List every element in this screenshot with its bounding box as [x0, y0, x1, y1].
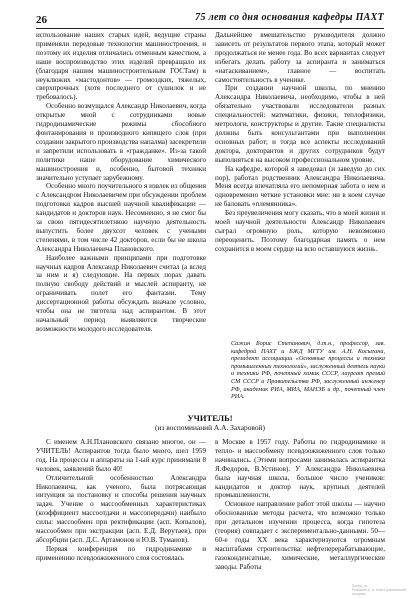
paragraph: Особенно возмущался Александр Николаевич, когда открытые мной с сотрудниками новые гидродинамические режимы сбособного фонтанирования и производного кипящего слоя (при создании закрытого производства напалма) засекретили и запретили использовать в «гражданке». Из-за такой политики наше оборудование химического машиностроения и, особенно, бытовой техники значительно уступает зарубежному. [36, 102, 206, 182]
paragraph: На кафедре, которой я заведовал (и заведую до сих пор), работал родственник Александра Николаевича. Меня всегда впечатляла его непомерная забота о нем и одновременно четкие установки мне: ни в коем случае не баловать «племянника». [215, 164, 385, 209]
paragraph: При создании научной школы, по мнению Александра Николаевича, необходимо, чтобы в ней обязательно участвовали исследователи разных специальностей: математики, физики, теплофизики, метрологи, конструкторы и другие. Такие специалисты должны быть консультантами при выполнении основных работ; и тогда все аспекты исследований доктора, докторантов и других сотрудников будут выполняться на высоком профессиональном уровне. [215, 84, 385, 164]
paragraph: Первая конференция по гидродинамике и применению псевдоожиженного слоя состоялась [36, 544, 206, 562]
paragraph: Особенно много поучительного я извлек из общения с Александром Николаевичем при обсуждении проблем подготовки кадров высшей научной квалификации — кандидатов и докторов наук. Несомненно, я не смог бы за свою пятидесятилетнюю научную деятельность выпустить более двухсот человек с учеными степенями, в том числе 42 докторов, если бы не школа Александра Николаевича Плановского. [36, 182, 206, 253]
author-byline: Сажин Борис Степанович, д.т.н., профессор, зав. кафедрой ПАХТ и БЖД МГТУ им. А.Н. Косыгина, президент ассоциации «Основные процессы и техника промышленных технологий», заслуженный деятель науки и техники РФ, почетный химик СССР, лауреат премий СМ СССР и Правительства РФ, заслуженный инженер РФ, академик РИА, МИА, МАНЭБ и др., почетный член РИА. [231, 340, 385, 401]
paragraph: Без преувеличения могу сказать, что в моей жизни и моей научной деятельности Александр Николаевич сыграл огромную роль, которую невозможно переоценить. Поэтому благодарная память о нем сохранится в моем сердце на всю оставшуюся жизнь. [215, 209, 385, 253]
bottom-left-column [36, 438, 206, 563]
paragraph: Отличительной особенностью Александра Николаевича, как ученого, была потрясающая интуиция за постановку и способы решения научных задач. Учение о массообменных характеристиках (коэффициент массоотдачи и массопередачи) наибыло силы: массообмен при ректификации (асп. Копылов), массообмен при экстракции (асп. Е.Д. Верутаев), при абсорбции (асп. Д.С. Артамонов и Ю.В. Туманов). [36, 473, 206, 544]
page-number: 26 [36, 14, 47, 26]
running-title: 75 лет со дня основания кафедры ПАХТ [195, 12, 384, 23]
stamp-line: Рыбаков А. Б. Книга уникальной истории [352, 588, 406, 597]
bottom-right-column [215, 438, 385, 572]
paragraph: использование наших старых идей, ведущие страны применяли передовые технологии машиностроения, и поэтому их изделия отличались отменным качеством, а наше воспроизводство этих изделий превращало их (благодаря нашим машиностроительным ГОСТам) в неуклюжих «мастодонтов» — громоздких, тяжелых, сверхпрочных (хотя последнего от сушилок и не требовалось). [36, 31, 206, 102]
top-right-column [215, 31, 385, 254]
paragraph: в Москве в 1957 году. Работы по гидродинамике и тепло- и массообмену псевдоожиженного слоя только начинались. (Этими вопросами занималась аспирантка Я.Федоров, В.Устинов). У Александра Николаевича была научная школа, большое число учеников: кандидатов и доктор наук, крупных деятелей промышленности. [215, 438, 385, 500]
paragraph: Основное направление работ этой школы — научно обоснованные методы расчета, что возможно только при детальном изучении процесса, когда гипотеза (теория) совпадает с экспериментально-данными. 50—60-е годы XX века характеризуются огромным масштабами строительства: нефтеперерабатывающие, газоконденсатные, химические, металлургические заводы. Работы [215, 500, 385, 571]
paragraph: С именем А.Н.Плановского связано многое, он — УЧИТЕЛЬ! Аспирантов тогда было много, шел 1959 год. На процессы и аппараты на 1-ый курс принимали 8 человек, заявлений было 40! [36, 438, 206, 473]
section-title: УЧИТЕЛЬ! [187, 413, 233, 423]
page-header [36, 12, 384, 26]
top-left-column [36, 31, 206, 334]
section-subtitle: (из воспоминаний А.А. Захаровой) [155, 423, 265, 432]
paragraph: Дальнейшее вмешательство руководителя должно зависеть от результатов первого этапа, который может продолжаться не менее года. Во всех вариантах следует избегать делать работу за аспиранта и заниматься «натаскиванием», главное — воспитать самостоятельность в ученике. [215, 31, 385, 84]
header-rule [36, 28, 384, 29]
stamp-line: Scribd_ru [352, 584, 368, 588]
watermark-stamp [352, 584, 412, 597]
paragraph: Наиболее важными принципами при подготовке научных кадров Александр Николаевич считал (а вслед за ним и я) следующие. На первых порах давать полную свободу действий и мыслей аспиранту, не ограничивать полет его фантазии. Тему диссертационной работы обсуждать вначале условно, чтобы она не тяготела над аспирантом. В этот начальный период выявляются творческие возможности молодого исследователя. [36, 253, 206, 333]
